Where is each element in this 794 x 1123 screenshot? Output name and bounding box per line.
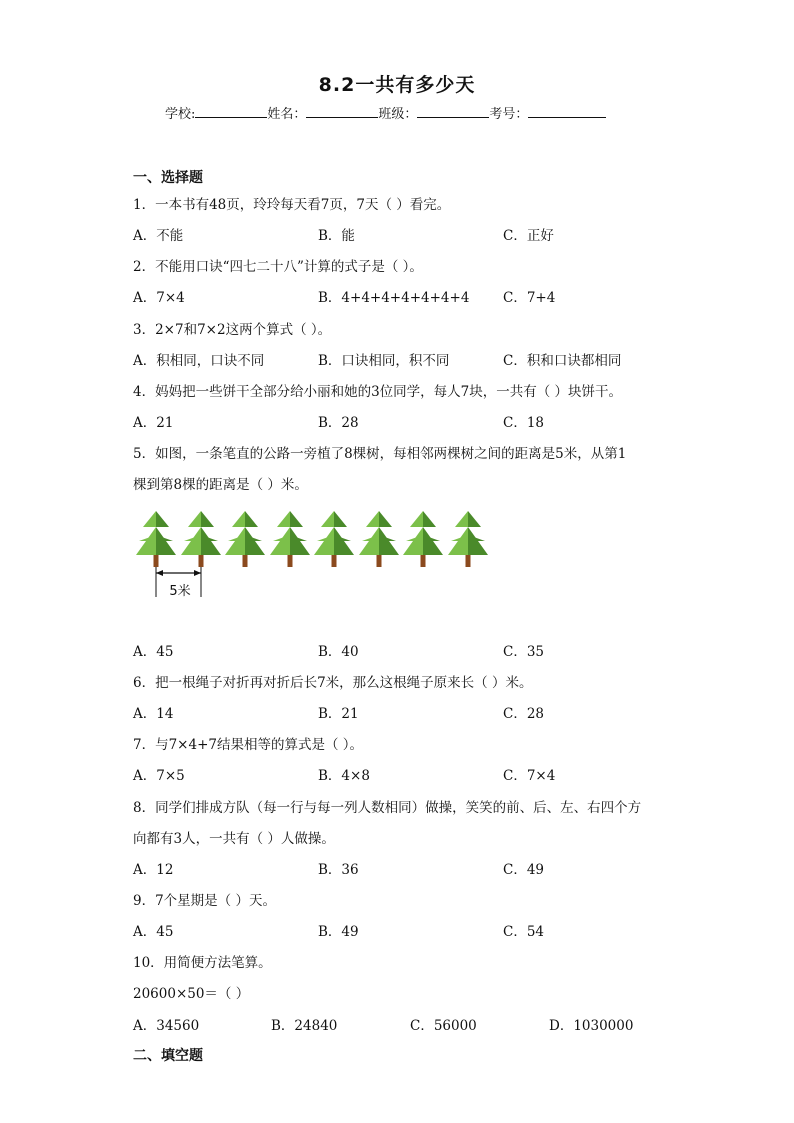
q5-option-b[interactable]: B．40 (318, 644, 359, 660)
q10-option-b[interactable]: B．24840 (271, 1018, 338, 1034)
q7-option-b[interactable]: B．4×8 (318, 768, 370, 784)
q3-option-c[interactable]: C．积和口诀都相同 (503, 353, 622, 369)
q10-option-d[interactable]: D．1030000 (549, 1018, 634, 1034)
arrow-left-head (156, 570, 163, 576)
distance-label: 5米 (169, 584, 191, 599)
q3-option-a[interactable]: A．积相同，口诀不同 (133, 353, 265, 369)
q3-option-b[interactable]: B．口诀相同，积不同 (318, 353, 450, 369)
q5-option-a[interactable]: A．45 (133, 644, 174, 660)
question-10-expression: 20600×50＝（ ） (133, 986, 250, 1002)
tree-icon (225, 511, 265, 567)
question-4: 4．妈妈把一些饼干全部分给小丽和她的3位同学，每人7块，一共有（ ）块饼干。 (133, 384, 623, 400)
question-1: 1．一本书有48页，玲玲每天看7页，7天（ ）看完。 (133, 197, 451, 213)
question-5: 5．如图，一条笔直的公路一旁植了8棵树，每相邻两棵树之间的距离是5米，从第1 (133, 446, 627, 462)
q2-option-c[interactable]: C．7+4 (503, 290, 556, 306)
exam-no-label: 考号： (489, 107, 529, 122)
q8-option-a[interactable]: A．12 (133, 862, 174, 878)
q10-option-c[interactable]: C．56000 (410, 1018, 477, 1034)
q4-option-a[interactable]: A．21 (133, 415, 174, 431)
q8-option-b[interactable]: B．36 (318, 862, 359, 878)
section-title-choice: 一、选择题 (133, 170, 203, 186)
q4-option-c[interactable]: C．18 (503, 415, 545, 431)
exam-no-blank[interactable] (528, 105, 606, 118)
q10-option-a[interactable]: A．34560 (133, 1018, 200, 1034)
school-blank[interactable] (195, 105, 267, 118)
question-3: 3．2×7和7×2这两个算式（ ）。 (133, 322, 332, 338)
q1-option-a[interactable]: A．不能 (133, 228, 184, 244)
name-blank[interactable] (306, 105, 378, 118)
q6-option-a[interactable]: A．14 (133, 706, 174, 722)
question-2: 2．不能用口诀“四七二十八”计算的式子是（ ）。 (133, 259, 423, 275)
q9-option-c[interactable]: C．54 (503, 924, 545, 940)
question-7: 7．与7×4+7结果相等的算式是（ ）。 (133, 737, 364, 753)
student-info-line (165, 103, 606, 122)
q4-option-b[interactable]: B．28 (318, 415, 359, 431)
q1-option-b[interactable]: B．能 (318, 228, 355, 244)
q7-option-a[interactable]: A．7×5 (133, 768, 185, 784)
q8-option-c[interactable]: C．49 (503, 862, 545, 878)
q7-option-c[interactable]: C．7×4 (503, 768, 556, 784)
section-title-fill: 二、填空题 (133, 1048, 203, 1064)
school-label: 学校: (165, 107, 196, 122)
tree-icon (403, 511, 443, 567)
tree-icon (181, 511, 221, 567)
tree-row-figure (134, 505, 494, 600)
question-8-line-2: 向都有3人，一共有（ ）人做操。 (133, 831, 335, 847)
page-title: 8.2一共有多少天 (318, 74, 476, 96)
tree-icon (136, 511, 176, 567)
tree-icon (314, 511, 354, 567)
question-10: 10．用简便方法笔算。 (133, 955, 272, 971)
name-label: 姓名： (267, 107, 307, 122)
question-9: 9．7个星期是（ ）天。 (133, 893, 276, 909)
q9-option-a[interactable]: A．45 (133, 924, 174, 940)
tree-icon (270, 511, 310, 567)
arrow-right-head (194, 570, 201, 576)
question-5-line-2: 棵到第8棵的距离是（ ）米。 (133, 477, 308, 493)
question-8: 8．同学们排成方队（每一行与每一列人数相同）做操，笑笑的前、后、左、右四个方 (133, 800, 642, 816)
q5-option-c[interactable]: C．35 (503, 644, 545, 660)
q6-option-c[interactable]: C．28 (503, 706, 545, 722)
question-6: 6．把一根绳子对折再对折后长7米，那么这根绳子原来长（ ）米。 (133, 675, 533, 691)
class-label: 班级： (378, 107, 418, 122)
tree-icon (448, 511, 488, 567)
q2-option-a[interactable]: A．7×4 (133, 290, 185, 306)
q1-option-c[interactable]: C．正好 (503, 228, 554, 244)
q9-option-b[interactable]: B．49 (318, 924, 359, 940)
class-blank[interactable] (417, 105, 489, 118)
q6-option-b[interactable]: B．21 (318, 706, 359, 722)
q2-option-b[interactable]: B．4+4+4+4+4+4+4 (318, 290, 470, 306)
tree-icon (359, 511, 399, 567)
